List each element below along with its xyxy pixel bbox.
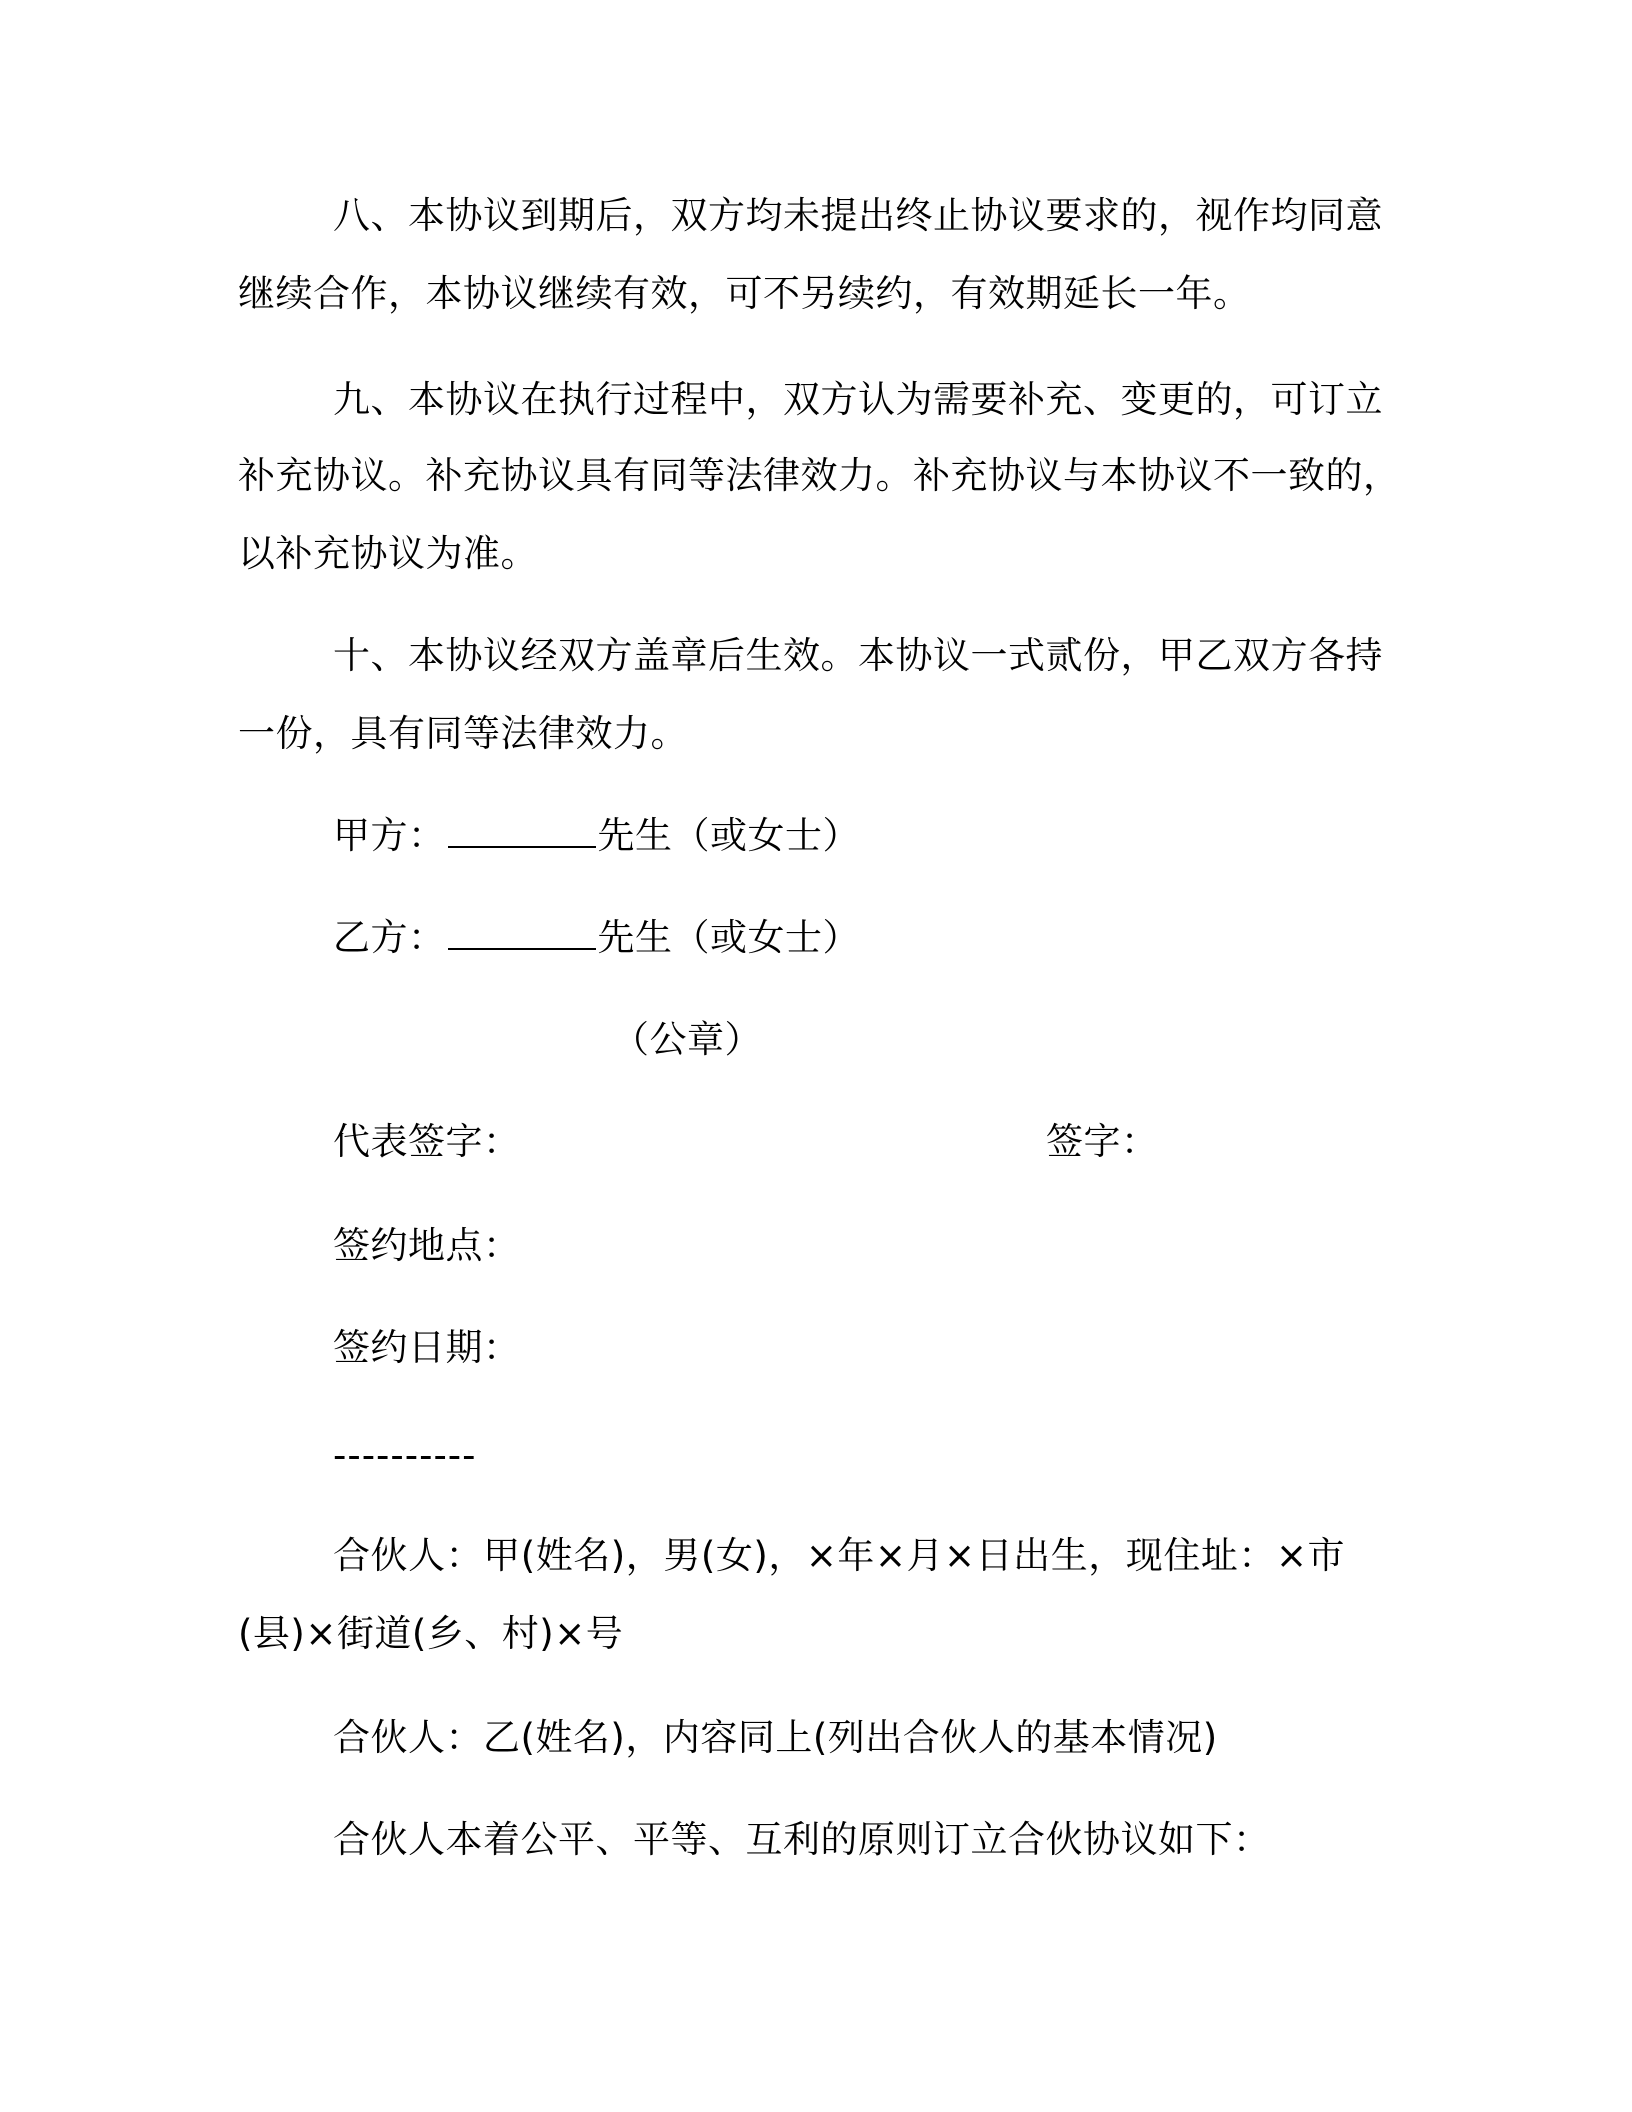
party-b-label: 乙方： (333, 916, 446, 959)
clause-8-line-2: 继续合作，本协议继续有效，可不另续约，有效期延长一年。 (238, 272, 1251, 315)
seal-label: （公章） (612, 1018, 762, 1061)
sign-place-label: 签约地点： (333, 1224, 521, 1267)
partner-a-line-1: 合伙人：甲(姓名)，男(女)，×年×月×日出生，现住址：×市 (333, 1534, 1345, 1577)
party-a-suffix: 先生（或女士） (597, 814, 860, 857)
clause-9-line-1: 九、本协议在执行过程中，双方认为需要补充、变更的，可订立 (333, 378, 1383, 421)
party-b-name-blank (448, 914, 596, 950)
signature-label: 签字： (1046, 1120, 1159, 1163)
party-b-line (333, 914, 860, 962)
clause-10-line-1: 十、本协议经双方盖章后生效。本协议一式贰份，甲乙双方各持 (333, 634, 1383, 677)
clause-10-line-2: 一份，具有同等法律效力。 (238, 712, 688, 755)
party-a-label: 甲方： (333, 814, 446, 857)
partner-a-line-2: (县)×街道(乡、村)×号 (238, 1612, 624, 1655)
party-a-line (333, 812, 860, 860)
clause-8-line-1: 八、本协议到期后，双方均未提出终止协议要求的，视作均同意 (333, 194, 1383, 237)
sign-date-label: 签约日期： (333, 1326, 521, 1369)
clause-9-line-3: 以补充协议为准。 (238, 532, 538, 575)
section-separator: ---------- (333, 1434, 477, 1477)
clause-9-line-2: 补充协议。补充协议具有同等法律效力。补充协议与本协议不一致的， (238, 454, 1401, 497)
representative-signature-label: 代表签字： (333, 1120, 521, 1163)
party-b-suffix: 先生（或女士） (597, 916, 860, 959)
party-a-name-blank (448, 812, 596, 848)
partner-b-line: 合伙人：乙(姓名)，内容同上(列出合伙人的基本情况) (333, 1716, 1218, 1759)
agreement-intro: 合伙人本着公平、平等、互利的原则订立合伙协议如下： (333, 1818, 1271, 1861)
